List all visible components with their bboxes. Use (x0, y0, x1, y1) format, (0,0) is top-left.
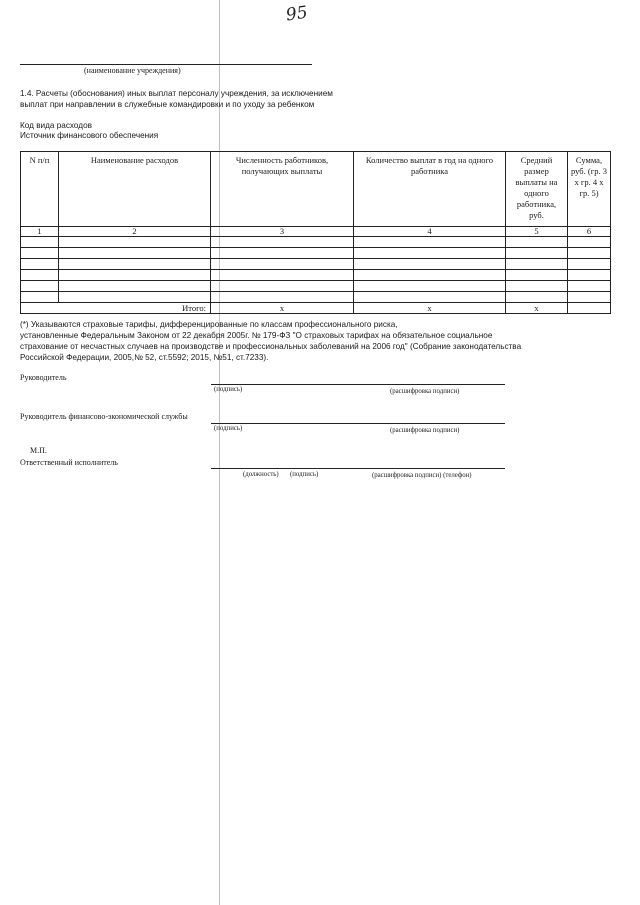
executor-position-caption: (должность) (243, 471, 279, 478)
column-number: 4 (354, 227, 506, 237)
table-row (21, 281, 611, 292)
stamp-label: М.П. (30, 446, 47, 455)
total-label: Итого: (21, 303, 211, 314)
cell[interactable] (354, 270, 506, 281)
cell[interactable] (21, 237, 59, 248)
column-header: Средний размер выплаты на одного работника, руб. (506, 152, 568, 227)
expense-table (20, 151, 611, 314)
table-row (21, 237, 611, 248)
column-number: 3 (211, 227, 354, 237)
column-header: Количество выплат в год на одного работника (354, 152, 506, 227)
cell[interactable] (354, 292, 506, 303)
column-header: N п/п (21, 152, 59, 227)
column-header: Наименование расходов (59, 152, 211, 227)
column-number: 2 (59, 227, 211, 237)
table-row (21, 248, 611, 259)
column-header: Сумма, руб. (гр. 3 х гр. 4 х гр. 5) (568, 152, 611, 227)
head-signature-line[interactable] (211, 384, 505, 385)
cell[interactable] (354, 281, 506, 292)
executor-label: Ответственный исполнитель (20, 458, 118, 467)
column-number-row (21, 227, 611, 237)
cell[interactable] (59, 281, 211, 292)
page-number: 95 (284, 2, 309, 26)
column-number: 6 (568, 227, 611, 237)
cell[interactable] (211, 259, 354, 270)
head-sign-caption: (подпись) (214, 386, 243, 393)
total-mark-col5: х (506, 303, 568, 314)
section-title-line2: выплат при направлении в служебные командировки и по уходу за ребенком (20, 100, 315, 109)
cell[interactable] (59, 237, 211, 248)
institution-caption: (наименование учреждения) (84, 66, 181, 75)
cell[interactable] (211, 270, 354, 281)
total-row (21, 303, 611, 314)
cell[interactable] (354, 248, 506, 259)
cell[interactable] (568, 248, 611, 259)
executor-name-caption: (расшифровка подписи) (телефон) (372, 472, 472, 479)
cell[interactable] (211, 281, 354, 292)
table-row (21, 259, 611, 270)
cell[interactable] (506, 259, 568, 270)
executor-signature-line[interactable] (211, 468, 505, 469)
cell[interactable] (568, 270, 611, 281)
cell[interactable] (506, 248, 568, 259)
cell[interactable] (21, 248, 59, 259)
cell[interactable] (21, 292, 59, 303)
table-header-row (21, 152, 611, 227)
cell[interactable] (568, 281, 611, 292)
total-mark-col4: х (354, 303, 506, 314)
cell[interactable] (506, 237, 568, 248)
cell[interactable] (506, 281, 568, 292)
cell[interactable] (211, 292, 354, 303)
finance-signature-line[interactable] (211, 423, 505, 424)
cell[interactable] (59, 248, 211, 259)
column-number: 1 (21, 227, 59, 237)
cell[interactable] (59, 270, 211, 281)
cell[interactable] (21, 259, 59, 270)
total-sum-cell[interactable] (568, 303, 611, 314)
cell[interactable] (506, 292, 568, 303)
total-mark-col3: х (211, 303, 354, 314)
finance-head-label: Руководитель финансово-экономической службы (20, 412, 188, 421)
cell[interactable] (354, 259, 506, 270)
cell[interactable] (21, 270, 59, 281)
cell[interactable] (568, 259, 611, 270)
section-title-line1: 1.4. Расчеты (обоснования) иных выплат персоналу учреждения, за исключением (20, 89, 333, 98)
cell[interactable] (211, 248, 354, 259)
footnote-line4: Российской Федерации, 2005,№ 52, ст.5592; 2015, №51, ст.7233). (20, 353, 269, 362)
table-row (21, 270, 611, 281)
cell[interactable] (568, 237, 611, 248)
expense-code-label: Код вида расходов (20, 121, 92, 130)
cell[interactable] (59, 292, 211, 303)
scan-fold-line (219, 0, 220, 905)
finance-name-caption: (расшифровка подписи) (390, 427, 460, 434)
footnote-line3: страхование от несчастных случаев на производстве и профессиональных заболеваний на 2006 год" (Собрание законодательства (20, 342, 522, 351)
head-name-caption: (расшифровка подписи) (390, 388, 460, 395)
cell[interactable] (21, 281, 59, 292)
footnote-line2: установленные Федеральным Законом от 22 декабря 2005г. № 179-ФЗ "О страховых тарифах на обязательное социальное (20, 331, 493, 340)
cell[interactable] (59, 259, 211, 270)
head-label: Руководитель (20, 373, 67, 382)
column-number: 5 (506, 227, 568, 237)
column-header: Численность работников, получающих выплаты (211, 152, 354, 227)
footnote-line1: (*) Указываются страховые тарифы, дифференцированные по классам профессионального риска, (20, 320, 398, 329)
finance-sign-caption: (подпись) (214, 425, 243, 432)
executor-sign-caption: (подпись) (290, 471, 319, 478)
cell[interactable] (211, 237, 354, 248)
cell[interactable] (506, 270, 568, 281)
funding-source-label: Источник финансового обеспечения (20, 131, 159, 140)
cell[interactable] (354, 237, 506, 248)
table-row (21, 292, 611, 303)
institution-name-line (20, 64, 312, 65)
cell[interactable] (568, 292, 611, 303)
